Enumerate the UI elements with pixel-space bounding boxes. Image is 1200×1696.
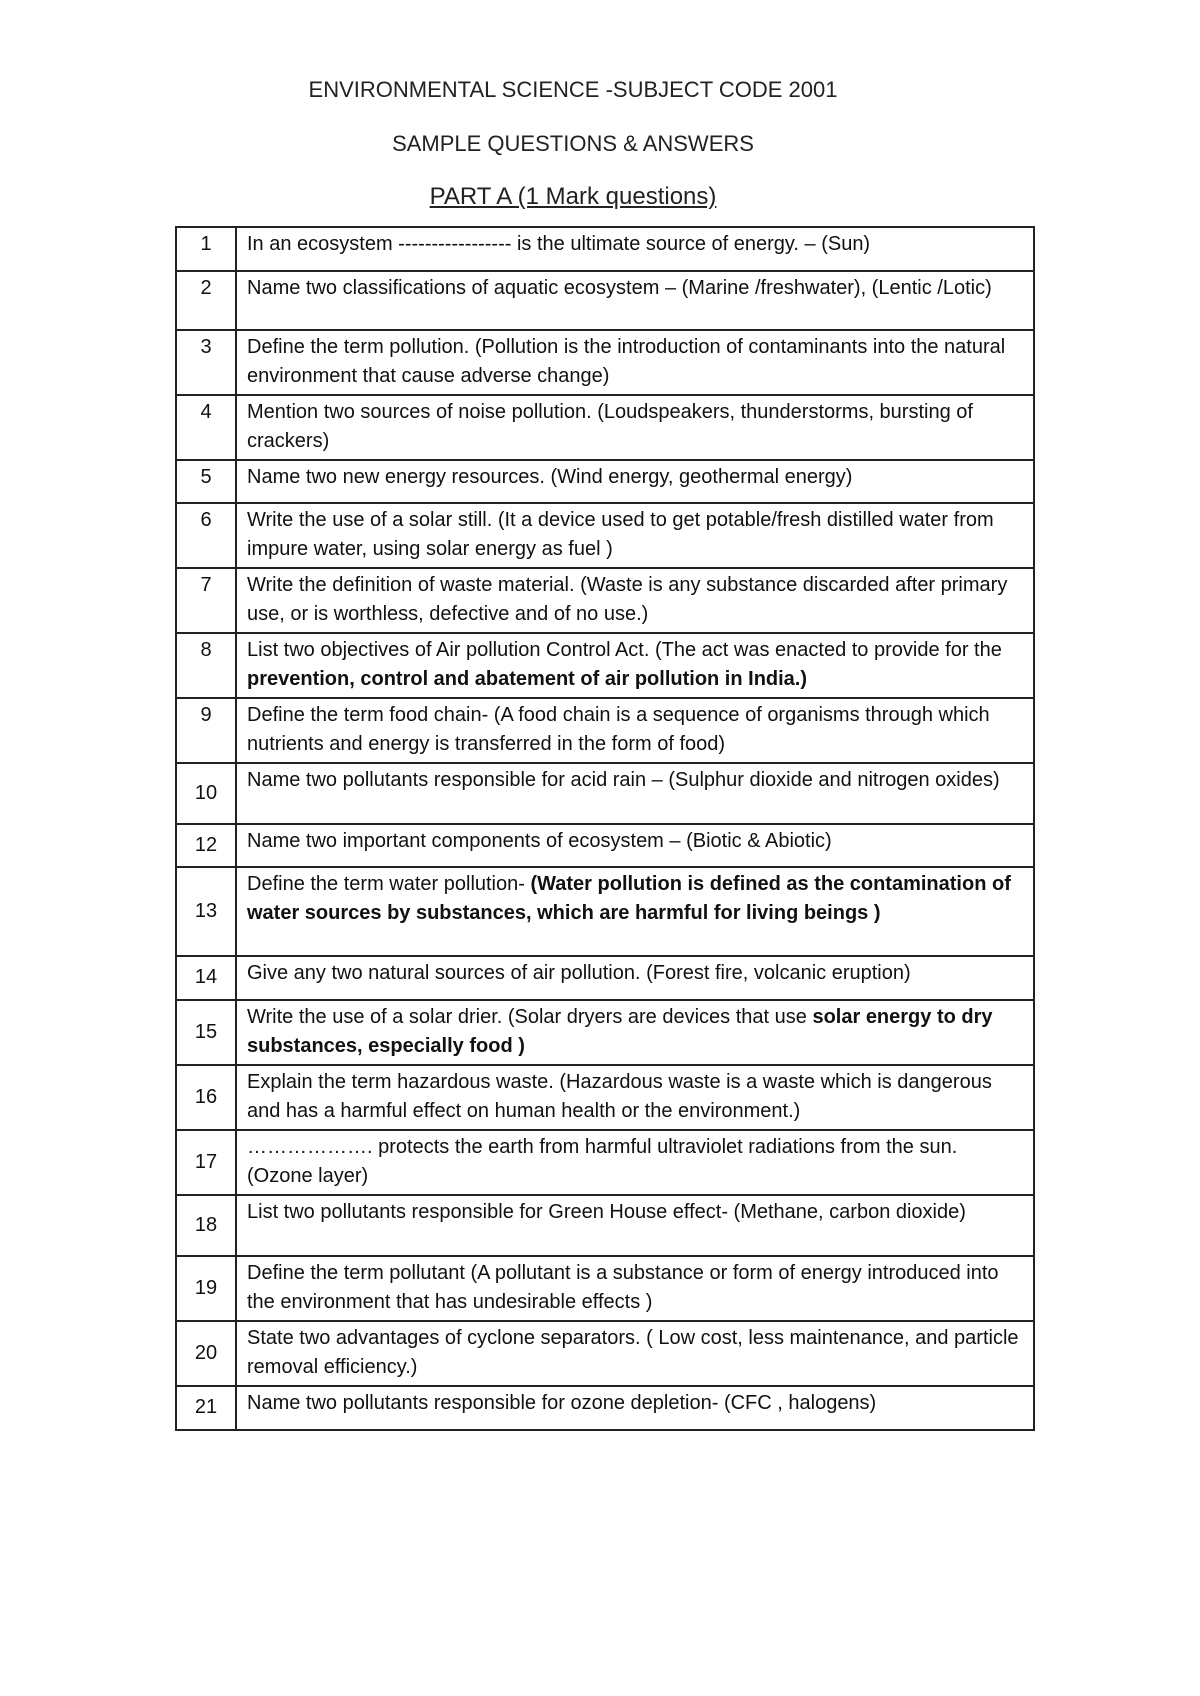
table-row: [176, 568, 1034, 633]
question-number: 6: [176, 503, 236, 568]
question-number: 3: [176, 330, 236, 395]
table-row: [176, 1256, 1034, 1321]
question-number: 2: [176, 271, 236, 330]
question-number: 8: [176, 633, 236, 698]
table-row: [176, 227, 1034, 271]
question-number: 19: [176, 1256, 236, 1321]
question-number: 21: [176, 1386, 236, 1430]
question-text: Write the use of a solar drier. (Solar dryers are devices that use solar energy to dry substances, especially food ): [236, 1000, 1034, 1065]
question-number: 15: [176, 1000, 236, 1065]
part-heading: [0, 183, 1146, 211]
table-row: [176, 330, 1034, 395]
table-row: [176, 1195, 1034, 1256]
table-row: [176, 698, 1034, 763]
table-row: [176, 824, 1034, 867]
question-text: Name two pollutants responsible for acid rain – (Sulphur dioxide and nitrogen oxides): [236, 763, 1034, 824]
question-text: State two advantages of cyclone separators. ( Low cost, less maintenance, and particle removal efficiency.): [236, 1321, 1034, 1386]
question-text: Name two new energy resources. (Wind energy, geothermal energy): [236, 460, 1034, 503]
question-number: 10: [176, 763, 236, 824]
table-row: [176, 1000, 1034, 1065]
table-row: [176, 460, 1034, 503]
document-title: ENVIRONMENTAL SCIENCE -SUBJECT CODE 2001: [308, 77, 838, 102]
question-text: Define the term food chain- (A food chain is a sequence of organisms through which nutrients and energy is transferred in the form of food): [236, 698, 1034, 763]
table-row: [176, 503, 1034, 568]
question-text: Write the definition of waste material. (Waste is any substance discarded after primary use, or is worthless, defective and of no use.): [236, 568, 1034, 633]
question-number: 13: [176, 867, 236, 956]
question-number: 18: [176, 1195, 236, 1256]
table-row: [176, 395, 1034, 460]
part-heading-text: PART A (1 Mark questions): [429, 183, 717, 210]
document-subtitle: SAMPLE QUESTIONS & ANSWERS: [392, 131, 754, 156]
question-number: 20: [176, 1321, 236, 1386]
question-number: 5: [176, 460, 236, 503]
question-number: 7: [176, 568, 236, 633]
table-row: [176, 763, 1034, 824]
question-text: List two objectives of Air pollution Control Act. (The act was enacted to provide for the prevention, control and abatement of air pollution in India.): [236, 633, 1034, 698]
table-row: [176, 956, 1034, 1000]
questions-table: [175, 226, 1035, 1431]
question-text: ………………. protects the earth from harmful ultraviolet radiations from the sun. (Ozone layer): [236, 1130, 1034, 1195]
question-text: Give any two natural sources of air pollution. (Forest fire, volcanic eruption): [236, 956, 1034, 1000]
question-text: List two pollutants responsible for Green House effect- (Methane, carbon dioxide): [236, 1195, 1034, 1256]
question-number: 9: [176, 698, 236, 763]
question-number: 4: [176, 395, 236, 460]
question-number: 14: [176, 956, 236, 1000]
question-text: Explain the term hazardous waste. (Hazardous waste is a waste which is dangerous and has a harmful effect on human health or the environment.): [236, 1065, 1034, 1130]
table-row: [176, 1065, 1034, 1130]
question-number: 16: [176, 1065, 236, 1130]
question-text: Define the term pollution. (Pollution is the introduction of contaminants into the natural environment that cause adverse change): [236, 330, 1034, 395]
question-text: Write the use of a solar still. (It a device used to get potable/fresh distilled water from impure water, using solar energy as fuel ): [236, 503, 1034, 568]
question-text: Mention two sources of noise pollution. (Loudspeakers, thunderstorms, bursting of crackers): [236, 395, 1034, 460]
table-row: [176, 1130, 1034, 1195]
table-row: [176, 1386, 1034, 1430]
question-text: Name two important components of ecosystem – (Biotic & Abiotic): [236, 824, 1034, 867]
question-text: Name two classifications of aquatic ecosystem – (Marine /freshwater), (Lentic /Lotic): [236, 271, 1034, 330]
table-row: [176, 1321, 1034, 1386]
question-text: Define the term pollutant (A pollutant is a substance or form of energy introduced into the environment that has undesirable effects ): [236, 1256, 1034, 1321]
table-row: [176, 867, 1034, 956]
question-number: 12: [176, 824, 236, 867]
table-row: [176, 271, 1034, 330]
question-text: Name two pollutants responsible for ozone depletion- (CFC , halogens): [236, 1386, 1034, 1430]
question-text: Define the term water pollution- (Water pollution is defined as the contamination of water sources by substances, which are harmful for living beings ): [236, 867, 1034, 956]
table-row: [176, 633, 1034, 698]
question-text: In an ecosystem ----------------- is the ultimate source of energy. – (Sun): [236, 227, 1034, 271]
question-number: 17: [176, 1130, 236, 1195]
question-number: 1: [176, 227, 236, 271]
